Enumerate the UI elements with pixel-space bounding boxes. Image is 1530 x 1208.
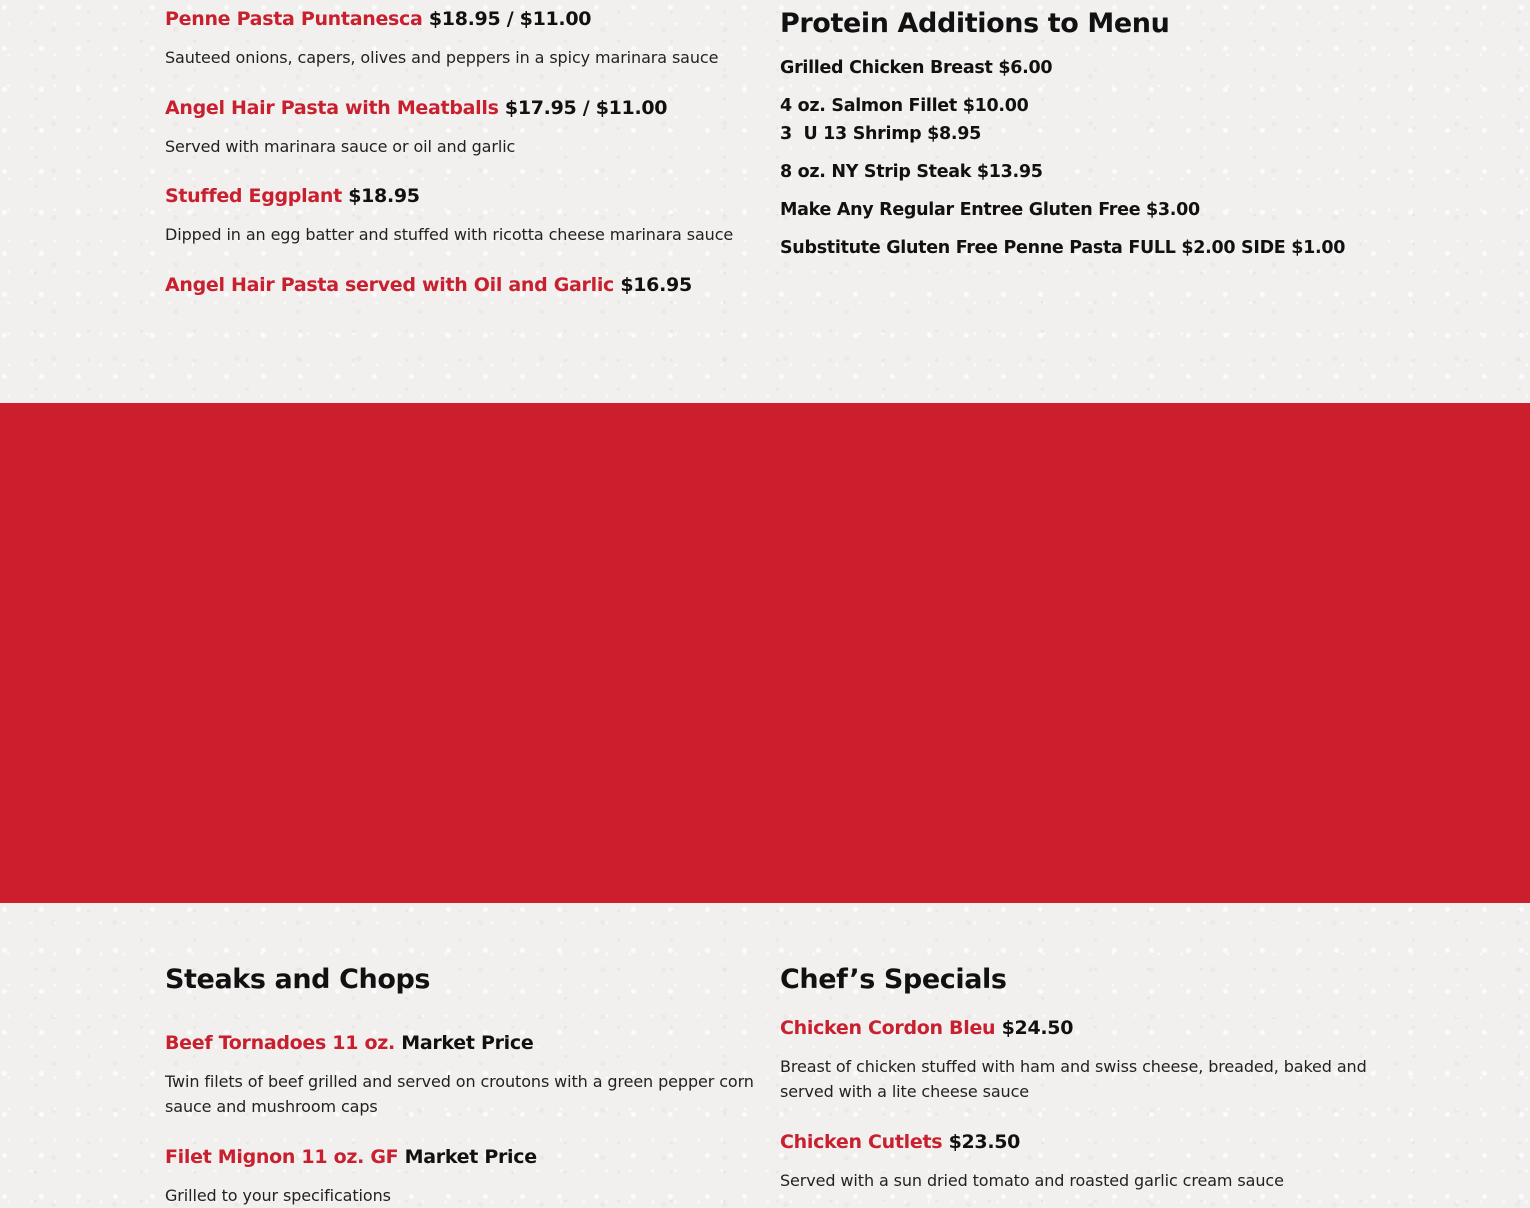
menu-item-angel-hair-meatballs [165,96,755,159]
menu-item-name: Filet Mignon 11 oz. GF [165,1146,399,1168]
menu-item-description: Served with marinara sauce or oil and garlic [165,137,516,156]
menu-item-filet-mignon [165,1145,755,1208]
menu-item-chicken-cutlets [780,1130,1370,1193]
menu-item-price: $17.95 / $11.00 [504,97,668,119]
menu-item-beef-tornadoes [165,1031,755,1119]
pasta-section [0,0,1530,403]
menu-item-title [780,1016,1370,1040]
menu-item-title [165,1031,755,1055]
specials-heading: Chef’s Specials [780,964,1007,995]
menu-item-description: Grilled to your specifications [165,1186,391,1205]
menu-item-name: Stuffed Eggplant [165,185,342,207]
menu-item-description: Dipped in an egg batter and stuffed with ricotta cheese marinara sauce [165,225,734,244]
protein-additions-heading: Protein Additions to Menu [780,8,1170,39]
protein-addition-item: Substitute Gluten Free Penne Pasta FULL $2.00 SIDE $1.00 [780,238,1346,258]
menu-item-title [165,273,755,297]
menu-item-description: Breast of chicken stuffed with ham and swiss cheese, breaded, baked and served with a lite cheese sauce [780,1057,1367,1101]
menu-item-title [165,1145,755,1169]
red-divider-band [0,403,1530,903]
menu-item-stuffed-eggplant [165,184,755,247]
menu-item-name: Beef Tornadoes 11 oz. [165,1032,395,1054]
menu-item-title [165,184,755,208]
menu-item-price: $18.95 / $11.00 [428,8,592,30]
menu-item-name: Chicken Cordon Bleu [780,1017,996,1039]
menu-item-name: Chicken Cutlets [780,1131,943,1153]
protein-addition-item: 4 oz. Salmon Fillet $10.00 [780,96,1029,116]
menu-item-name: Angel Hair Pasta served with Oil and Garlic [165,274,615,296]
menu-item-description: Served with a sun dried tomato and roasted garlic cream sauce [780,1171,1284,1190]
menu-item-price: $24.50 [1001,1017,1074,1039]
protein-addition-item: 8 oz. NY Strip Steak $13.95 [780,162,1043,182]
menu-item-title [165,7,755,31]
menu-item-title [780,1130,1370,1154]
menu-item-price: $16.95 [620,274,692,296]
menu-item-description: Sauteed onions, capers, olives and peppers in a spicy marinara sauce [165,48,719,67]
menu-item-price: Market Price [404,1146,537,1168]
protein-addition-item: Make Any Regular Entree Gluten Free $3.00 [780,200,1200,220]
protein-addition-item: Grilled Chicken Breast $6.00 [780,58,1053,78]
menu-item-penne-puntanesca [165,7,755,70]
menu-item-price: $18.95 [348,185,420,207]
protein-addition-item: 3 U 13 Shrimp $8.95 [780,124,982,144]
steaks-heading: Steaks and Chops [165,964,431,995]
menu-item-price: Market Price [401,1032,534,1054]
steaks-specials-section [0,903,1530,1205]
menu-item-title [165,96,755,120]
menu-item-name: Angel Hair Pasta with Meatballs [165,97,499,119]
menu-item-price: $23.50 [948,1131,1021,1153]
menu-item-angel-hair-oil-garlic [165,273,755,297]
menu-item-description: Twin filets of beef grilled and served on croutons with a green pepper corn sauce and mushroom caps [165,1072,754,1116]
menu-item-name: Penne Pasta Puntanesca [165,8,423,30]
menu-item-chicken-cordon-bleu [780,1016,1370,1104]
